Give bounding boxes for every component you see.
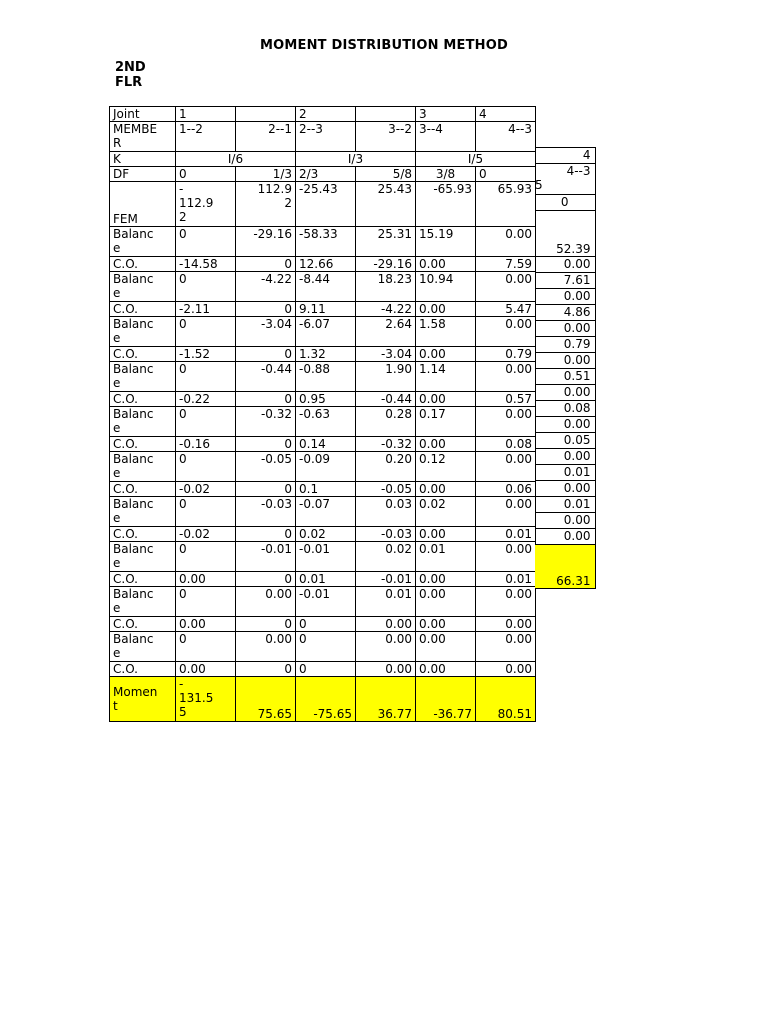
moment-cell: 80.51 — [476, 677, 536, 722]
table-cell: -29.16 — [236, 227, 296, 257]
table-cell: -58.33 — [296, 227, 356, 257]
table-cell: 0.00 — [476, 587, 536, 617]
table-cell: 0 — [296, 617, 356, 632]
table-row — [110, 617, 536, 632]
table-cell: -0.01 — [296, 542, 356, 572]
table-cell: -29.16 — [356, 257, 416, 272]
table-cell: 0.28 — [356, 407, 416, 437]
row-label: C.O. — [110, 437, 176, 452]
table-cell: 2.64 — [356, 317, 416, 347]
table-cell: 0.00 — [416, 587, 476, 617]
table-cell: 18.23 — [356, 272, 416, 302]
table-cell: 0.00 — [416, 302, 476, 317]
df-cell: 0 — [176, 167, 236, 182]
df-cell: 1/3 — [236, 167, 296, 182]
side-cell: 0.00 — [535, 321, 595, 337]
row-label: C.O. — [110, 527, 176, 542]
side-cell: 0.00 — [535, 289, 595, 305]
table-cell: 0.1 — [296, 482, 356, 497]
k-cell: I/6 — [176, 152, 296, 167]
table-cell: 0 — [176, 452, 236, 482]
table-cell: 1.58 — [416, 317, 476, 347]
table-row — [110, 347, 536, 362]
table-cell: -3.04 — [236, 317, 296, 347]
table-cell: 0.12 — [416, 452, 476, 482]
table-cell: 0 — [176, 407, 236, 437]
table-row — [110, 392, 536, 407]
table-cell: 0.00 — [416, 347, 476, 362]
table-cell: 10.94 — [416, 272, 476, 302]
joint-cell — [236, 107, 296, 122]
table-row — [110, 662, 536, 677]
table-row — [110, 542, 536, 572]
table-cell: -4.22 — [356, 302, 416, 317]
table-cell: 0 — [176, 272, 236, 302]
row-label: Balanc e — [110, 452, 176, 482]
fem-cell: -25.43 — [296, 182, 356, 227]
table-cell: -0.02 — [176, 482, 236, 497]
table-cell: 0 — [176, 362, 236, 392]
table-cell: 12.66 — [296, 257, 356, 272]
table-cell: -0.01 — [356, 572, 416, 587]
fem-cell: -65.93 — [416, 182, 476, 227]
table-cell: -0.07 — [296, 497, 356, 527]
table-cell: 0 — [176, 587, 236, 617]
page-title: MOMENT DISTRIBUTION METHOD — [259, 38, 509, 53]
joint-cell: 2 — [296, 107, 356, 122]
side-member-text: 4--3 — [566, 164, 591, 178]
table-cell: 0.02 — [356, 542, 416, 572]
df-cell: 0 — [476, 167, 536, 182]
table-cell: 0.00 — [416, 527, 476, 542]
table-row — [110, 362, 536, 392]
table-cell: 0.01 — [416, 542, 476, 572]
row-label: C.O. — [110, 257, 176, 272]
table-cell: -0.44 — [236, 362, 296, 392]
table-cell: -0.02 — [176, 527, 236, 542]
table-cell: 0 — [176, 317, 236, 347]
table-cell: -0.44 — [356, 392, 416, 407]
table-cell: -4.22 — [236, 272, 296, 302]
table-cell: 0.06 — [476, 482, 536, 497]
k-cell: I/3 — [296, 152, 416, 167]
moment-row — [110, 677, 536, 722]
row-label: C.O. — [110, 302, 176, 317]
table-cell: -8.44 — [296, 272, 356, 302]
row-label: Balanc e — [110, 272, 176, 302]
table-row — [110, 317, 536, 347]
side-cell: 4.86 — [535, 305, 595, 321]
table-cell: 0.79 — [476, 347, 536, 362]
table-cell: 0.00 — [416, 662, 476, 677]
side-cell: 0.00 — [535, 385, 595, 401]
side-cell: 0.00 — [535, 481, 595, 497]
table-cell: 0.00 — [476, 227, 536, 257]
table-row — [110, 407, 536, 437]
table-row — [110, 272, 536, 302]
table-cell: -0.03 — [356, 527, 416, 542]
side-cell: 0.00 — [535, 257, 595, 273]
fem-label: FEM — [110, 182, 176, 227]
table-cell: 0 — [236, 662, 296, 677]
table-cell: 15.19 — [416, 227, 476, 257]
table-cell: 0.17 — [416, 407, 476, 437]
side-cell: 0.79 — [535, 337, 595, 353]
side-cell: 0.00 — [535, 417, 595, 433]
row-label: C.O. — [110, 572, 176, 587]
side-cell: 0.00 — [535, 449, 595, 465]
table-cell: 0.00 — [476, 407, 536, 437]
fem-cell: - 112.9 2 — [176, 182, 236, 227]
side-cell: 0.05 — [535, 433, 595, 449]
table-cell: 0.00 — [416, 617, 476, 632]
table-row — [110, 437, 536, 452]
table-row — [110, 482, 536, 497]
member-cell: 3--2 — [356, 122, 416, 152]
stiffness-row — [110, 152, 536, 167]
table-cell: -0.01 — [236, 542, 296, 572]
table-cell: -0.22 — [176, 392, 236, 407]
table-cell: 1.90 — [356, 362, 416, 392]
table-cell: 0 — [236, 617, 296, 632]
fem-cell: 25.43 — [356, 182, 416, 227]
side-cell: 0.01 — [535, 465, 595, 481]
row-label: C.O. — [110, 662, 176, 677]
floor-label: 2ND FLR — [115, 60, 146, 90]
row-label: Balanc e — [110, 542, 176, 572]
table-row — [110, 257, 536, 272]
table-cell: 0.00 — [176, 572, 236, 587]
table-cell: 1.32 — [296, 347, 356, 362]
table-cell: 0.00 — [476, 632, 536, 662]
table-cell: 0 — [236, 482, 296, 497]
df-cell: 5/8 — [356, 167, 416, 182]
df-row — [110, 167, 536, 182]
table-cell: -0.05 — [236, 452, 296, 482]
fem-cell: 65.93 — [476, 182, 536, 227]
table-cell: -0.01 — [296, 587, 356, 617]
table-row — [110, 572, 536, 587]
table-cell: 0.00 — [476, 542, 536, 572]
table-cell: 0.00 — [356, 617, 416, 632]
row-label: C.O. — [110, 392, 176, 407]
table-cell: 0 — [296, 632, 356, 662]
table-cell: -0.32 — [236, 407, 296, 437]
row-label: Balanc e — [110, 227, 176, 257]
table-cell: 0.00 — [476, 452, 536, 482]
joint-row — [110, 107, 536, 122]
side-moment: 66.31 — [535, 545, 595, 589]
table-cell: 0.00 — [416, 257, 476, 272]
row-label: Balanc e — [110, 407, 176, 437]
df-cell: 3/8 — [416, 167, 476, 182]
member-cell: 4--3 — [476, 122, 536, 152]
row-label: Balanc e — [110, 497, 176, 527]
table-cell: -0.16 — [176, 437, 236, 452]
table-cell: 0 — [236, 437, 296, 452]
df-cell: 2/3 — [296, 167, 356, 182]
table-cell: -0.63 — [296, 407, 356, 437]
side-cell: 0.08 — [535, 401, 595, 417]
table-row — [110, 452, 536, 482]
side-cell: 0.00 — [535, 513, 595, 529]
table-cell: 0.01 — [476, 572, 536, 587]
table-cell: 0.00 — [356, 662, 416, 677]
table-row — [110, 632, 536, 662]
side-column-table — [535, 147, 596, 589]
k-label: K — [110, 152, 176, 167]
joint-cell: 3 — [416, 107, 476, 122]
table-cell: -0.05 — [356, 482, 416, 497]
table-cell: 0.14 — [296, 437, 356, 452]
table-cell: 1.14 — [416, 362, 476, 392]
moment-cell: -75.65 — [296, 677, 356, 722]
side-fragment: 5 — [535, 178, 543, 192]
row-label: Balanc e — [110, 587, 176, 617]
table-cell: 0.01 — [296, 572, 356, 587]
moment-cell: 36.77 — [356, 677, 416, 722]
table-cell: 0.00 — [416, 392, 476, 407]
table-cell: -0.03 — [236, 497, 296, 527]
table-cell: 0.00 — [476, 272, 536, 302]
side-cell: 7.61 — [535, 273, 595, 289]
moment-cell: 75.65 — [236, 677, 296, 722]
row-label: Balanc e — [110, 362, 176, 392]
side-fem: 52.39 — [535, 211, 595, 257]
side-cell: 0.00 — [535, 529, 595, 545]
moment-cell: -36.77 — [416, 677, 476, 722]
table-cell: 0 — [236, 257, 296, 272]
table-cell: -0.88 — [296, 362, 356, 392]
row-label: Balanc e — [110, 632, 176, 662]
moment-distribution-table — [109, 106, 536, 722]
table-cell: -6.07 — [296, 317, 356, 347]
table-row — [110, 587, 536, 617]
table-cell: 0.00 — [236, 632, 296, 662]
table-cell: 0 — [176, 632, 236, 662]
table-cell: 0 — [236, 527, 296, 542]
table-cell: 0.00 — [416, 572, 476, 587]
table-cell: 9.11 — [296, 302, 356, 317]
table-row — [110, 302, 536, 317]
side-cell: 0.51 — [535, 369, 595, 385]
table-cell: 0.00 — [176, 662, 236, 677]
table-cell: 0.02 — [416, 497, 476, 527]
fem-cell: 112.9 2 — [236, 182, 296, 227]
row-label: C.O. — [110, 347, 176, 362]
member-cell: 2--1 — [236, 122, 296, 152]
member-cell: 1--2 — [176, 122, 236, 152]
table-row — [110, 227, 536, 257]
member-row — [110, 122, 536, 152]
table-cell: 5.47 — [476, 302, 536, 317]
table-cell: 0.00 — [416, 437, 476, 452]
table-cell: 0 — [236, 572, 296, 587]
table-cell: 0 — [236, 302, 296, 317]
table-cell: 0.00 — [476, 617, 536, 632]
table-cell: 0 — [176, 542, 236, 572]
table-cell: 0.02 — [296, 527, 356, 542]
row-label: C.O. — [110, 482, 176, 497]
table-cell: 0.00 — [476, 497, 536, 527]
table-cell: -0.09 — [296, 452, 356, 482]
table-cell: 7.59 — [476, 257, 536, 272]
joint-label: Joint — [110, 107, 176, 122]
table-cell: 0.00 — [476, 317, 536, 347]
table-cell: 0.00 — [416, 482, 476, 497]
side-cell: 0.00 — [535, 353, 595, 369]
table-cell: 0 — [176, 497, 236, 527]
member-label: MEMBE R — [110, 122, 176, 152]
side-df: 0 — [535, 195, 595, 211]
table-cell: -3.04 — [356, 347, 416, 362]
moment-cell: - 131.5 5 — [176, 677, 236, 722]
member-cell: 3--4 — [416, 122, 476, 152]
joint-cell: 1 — [176, 107, 236, 122]
table-cell: 0.00 — [476, 362, 536, 392]
table-cell: -14.58 — [176, 257, 236, 272]
table-cell: -2.11 — [176, 302, 236, 317]
table-cell: 0 — [236, 347, 296, 362]
side-joint: 4 — [535, 148, 595, 164]
table-cell: 0.00 — [176, 617, 236, 632]
table-cell: 0.20 — [356, 452, 416, 482]
table-cell: 0 — [176, 227, 236, 257]
df-label: DF — [110, 167, 176, 182]
k-cell: I/5 — [416, 152, 536, 167]
table-cell: 0.57 — [476, 392, 536, 407]
table-cell: 0.95 — [296, 392, 356, 407]
side-cell: 0.01 — [535, 497, 595, 513]
table-row — [110, 527, 536, 542]
table-cell: 0.08 — [476, 437, 536, 452]
table-cell: 0.01 — [356, 587, 416, 617]
table-cell: 0.00 — [416, 632, 476, 662]
row-label: Balanc e — [110, 317, 176, 347]
table-cell: 0.00 — [236, 587, 296, 617]
table-cell: 0.00 — [356, 632, 416, 662]
table-cell: 0.03 — [356, 497, 416, 527]
table-cell: 25.31 — [356, 227, 416, 257]
table-row — [110, 497, 536, 527]
side-member — [535, 164, 595, 195]
fem-row — [110, 182, 536, 227]
table-cell: -1.52 — [176, 347, 236, 362]
table-cell: -0.32 — [356, 437, 416, 452]
row-label: C.O. — [110, 617, 176, 632]
table-cell: 0 — [236, 392, 296, 407]
table-cell: 0.00 — [476, 662, 536, 677]
joint-cell: 4 — [476, 107, 536, 122]
joint-cell — [356, 107, 416, 122]
table-cell: 0.01 — [476, 527, 536, 542]
table-cell: 0 — [296, 662, 356, 677]
moment-label: Momen t — [110, 677, 176, 722]
member-cell: 2--3 — [296, 122, 356, 152]
